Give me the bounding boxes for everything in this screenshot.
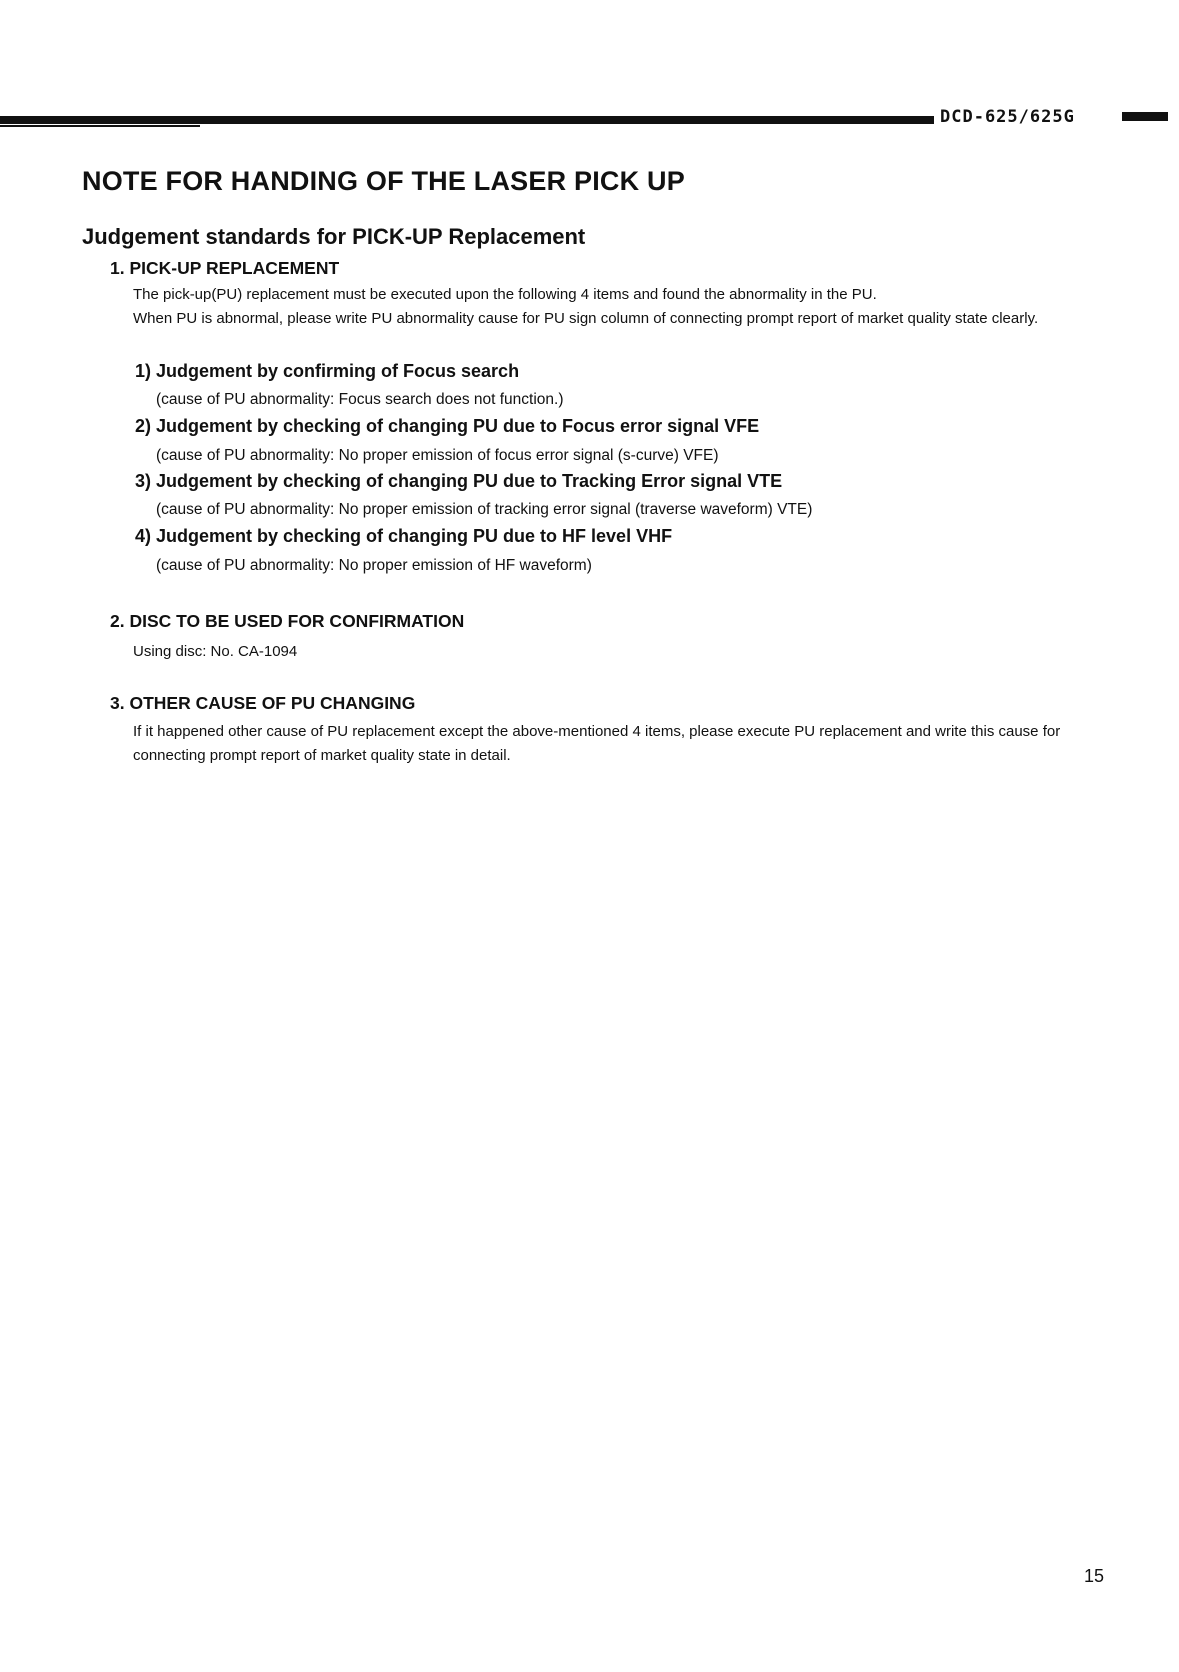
model-number: DCD-625/625G xyxy=(940,107,1075,127)
section-3-heading: 3. OTHER CAUSE OF PU CHANGING xyxy=(110,693,416,713)
page-title: NOTE FOR HANDING OF THE LASER PICK UP xyxy=(82,166,685,196)
item-1-cause: (cause of PU abnormality: Focus search does not function.) xyxy=(156,391,564,408)
section-2-text: Using disc: No. CA-1094 xyxy=(133,643,298,660)
section-1-paragraph-1: The pick-up(PU) replacement must be executed upon the following 4 items and found the abnormality in the PU. xyxy=(133,286,877,303)
header-rule-right xyxy=(1122,112,1168,121)
item-3-title: 3) Judgement by checking of changing PU due to Tracking Error signal VTE xyxy=(135,471,783,491)
page-number: 15 xyxy=(1084,1566,1105,1586)
item-4-cause: (cause of PU abnormality: No proper emission of HF waveform) xyxy=(156,557,592,574)
header-rule-thin xyxy=(0,125,200,127)
page-subtitle: Judgement standards for PICK-UP Replacement xyxy=(82,224,586,249)
item-1-title: 1) Judgement by confirming of Focus search xyxy=(135,361,520,381)
item-2-cause: (cause of PU abnormality: No proper emission of focus error signal (s-curve) VFE) xyxy=(156,447,719,464)
item-3-cause: (cause of PU abnormality: No proper emission of tracking error signal (traverse waveform) VTE) xyxy=(156,501,813,518)
section-1-paragraph-2: When PU is abnormal, please write PU abnormality cause for PU sign column of connecting prompt report of market quality state clearly. xyxy=(133,310,1039,327)
item-4-title: 4) Judgement by checking of changing PU due to HF level VHF xyxy=(135,526,673,546)
section-3-text: If it happened other cause of PU replacement except the above-mentioned 4 items, please execute PU replacement and write this cause for connecting prompt report of market quality state in detail. xyxy=(133,723,1061,764)
header-rule xyxy=(0,116,934,124)
item-2-title: 2) Judgement by checking of changing PU due to Focus error signal VFE xyxy=(135,416,760,436)
section-2-heading: 2. DISC TO BE USED FOR CONFIRMATION xyxy=(110,611,465,631)
section-1-heading: 1. PICK-UP REPLACEMENT xyxy=(110,258,340,278)
